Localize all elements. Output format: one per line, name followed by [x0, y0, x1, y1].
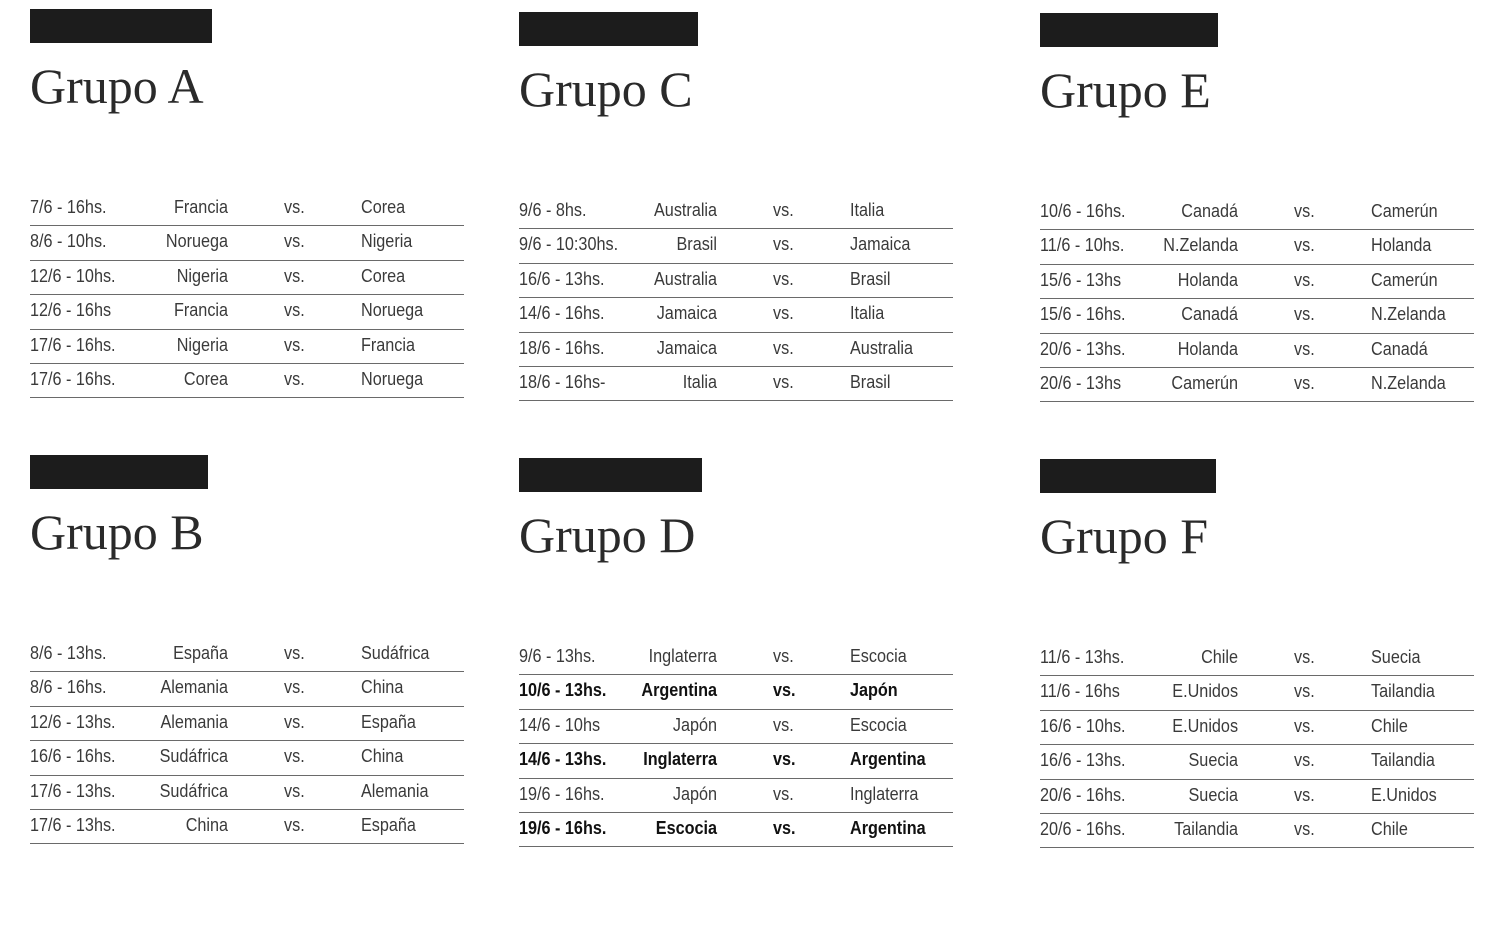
match-home-team: Chile [1201, 647, 1238, 667]
match-home-team: Italia [682, 371, 717, 392]
group-header-bar [30, 455, 208, 489]
match-home-team: Nigeria [176, 334, 228, 355]
match-vs: vs. [773, 234, 794, 255]
match-vs: vs. [773, 817, 796, 838]
match-away-team: Suecia [1371, 647, 1421, 667]
match-away-team: Brasil [850, 268, 891, 289]
match-row [1040, 299, 1474, 333]
match-away-team: Australia [850, 337, 914, 358]
match-date: 16/6 - 13hs. [519, 268, 605, 289]
match-vs: vs. [773, 303, 794, 324]
match-row [519, 264, 953, 298]
match-away-team: España [361, 711, 416, 732]
match-date: 18/6 - 16hs. [519, 337, 605, 358]
match-row [519, 333, 953, 367]
match-row [30, 226, 464, 260]
match-row [519, 195, 953, 229]
match-home-team: Nigeria [176, 265, 228, 286]
match-vs: vs. [1294, 269, 1315, 290]
match-away-team: Sudáfrica [361, 643, 430, 663]
match-row [1040, 642, 1474, 676]
match-date: 9/6 - 8hs. [519, 200, 587, 220]
match-date: 11/6 - 10hs. [1040, 235, 1125, 256]
match-home-team: Alemania [160, 677, 228, 698]
match-away-team: N.Zelanda [1371, 372, 1446, 393]
match-away-team: Argentina [850, 749, 926, 770]
match-away-team: Nigeria [361, 231, 413, 252]
match-vs: vs. [773, 371, 794, 392]
match-vs: vs. [284, 746, 305, 767]
match-vs: vs. [1294, 372, 1315, 393]
match-date: 20/6 - 13hs. [1040, 338, 1126, 359]
match-vs: vs. [1294, 715, 1315, 736]
match-home-team: Noruega [165, 231, 228, 252]
match-date: 14/6 - 13hs. [519, 749, 607, 770]
match-home-team: Jamaica [656, 303, 717, 324]
match-away-team: Tailandia [1371, 750, 1435, 771]
group-title: Grupo D [519, 507, 696, 563]
match-date: 19/6 - 16hs. [519, 783, 605, 804]
match-away-team: Alemania [361, 780, 429, 801]
match-home-team: Suecia [1188, 750, 1238, 771]
match-vs: vs. [284, 300, 305, 321]
match-table [30, 638, 464, 844]
match-row [519, 744, 953, 778]
match-date: 9/6 - 13hs. [519, 646, 596, 666]
match-away-team: Italia [850, 200, 885, 220]
match-row [1040, 334, 1474, 368]
match-away-team: E.Unidos [1371, 784, 1437, 805]
match-date: 16/6 - 16hs. [30, 746, 116, 767]
group-header-bar [1040, 459, 1216, 493]
group-title: Grupo A [30, 58, 204, 114]
match-away-team: Tailandia [1371, 681, 1435, 702]
match-vs: vs. [284, 197, 305, 217]
match-date: 16/6 - 10hs. [1040, 715, 1126, 736]
match-row [1040, 196, 1474, 230]
match-away-team: Brasil [850, 371, 891, 392]
match-row [519, 779, 953, 813]
match-date: 11/6 - 16hs [1040, 681, 1120, 702]
match-home-team: Jamaica [656, 337, 717, 358]
match-vs: vs. [1294, 818, 1315, 839]
match-row [519, 367, 953, 401]
match-away-team: Camerún [1371, 269, 1438, 290]
match-date: 20/6 - 13hs [1040, 372, 1122, 393]
match-home-team: Francia [173, 300, 228, 321]
group-header-bar [519, 12, 698, 46]
match-home-team: Canadá [1181, 201, 1238, 221]
match-table [1040, 642, 1474, 848]
match-home-team: Escocia [655, 817, 717, 838]
match-date: 18/6 - 16hs- [519, 371, 606, 392]
match-row [30, 638, 464, 672]
group-title: Grupo E [1040, 62, 1211, 118]
match-away-team: Francia [361, 334, 416, 355]
match-away-team: Argentina [850, 817, 926, 838]
match-vs: vs. [1294, 784, 1315, 805]
match-date: 20/6 - 16hs. [1040, 784, 1126, 805]
match-home-team: Inglaterra [648, 646, 717, 666]
match-row [1040, 368, 1474, 402]
match-row [1040, 780, 1474, 814]
match-vs: vs. [1294, 681, 1315, 702]
match-away-team: N.Zelanda [1371, 304, 1446, 325]
match-date: 17/6 - 13hs. [30, 780, 116, 801]
match-vs: vs. [1294, 750, 1315, 771]
match-away-team: Chile [1371, 715, 1408, 736]
match-table [1040, 196, 1474, 402]
match-vs: vs. [773, 200, 794, 220]
match-date: 14/6 - 10hs [519, 714, 601, 735]
match-vs: vs. [1294, 201, 1315, 221]
match-row [30, 741, 464, 775]
match-row [30, 364, 464, 398]
match-home-team: Argentina [641, 680, 717, 701]
match-home-team: Holanda [1177, 338, 1238, 359]
group-title: Grupo B [30, 504, 204, 560]
match-row [30, 810, 464, 844]
match-home-team: Tailandia [1174, 818, 1238, 839]
match-vs: vs. [284, 814, 305, 835]
match-table [30, 192, 464, 398]
match-date: 15/6 - 16hs. [1040, 304, 1126, 325]
match-vs: vs. [773, 337, 794, 358]
match-away-team: Inglaterra [850, 783, 919, 804]
match-vs: vs. [284, 231, 305, 252]
match-vs: vs. [1294, 235, 1315, 256]
match-date: 12/6 - 16hs [30, 300, 112, 321]
match-away-team: Noruega [361, 368, 424, 389]
match-row [519, 298, 953, 332]
match-table [519, 195, 953, 401]
match-away-team: Jamaica [850, 234, 911, 255]
match-home-team: Canadá [1181, 304, 1238, 325]
match-date: 17/6 - 13hs. [30, 814, 116, 835]
match-away-team: Canadá [1371, 338, 1428, 359]
match-date: 19/6 - 16hs. [519, 817, 607, 838]
match-date: 17/6 - 16hs. [30, 368, 116, 389]
match-home-team: Camerún [1171, 372, 1238, 393]
match-home-team: Francia [173, 197, 228, 217]
match-row [519, 675, 953, 709]
match-date: 11/6 - 13hs. [1040, 647, 1125, 667]
match-vs: vs. [284, 368, 305, 389]
match-home-team: Japón [672, 783, 717, 804]
match-away-team: Japón [850, 680, 898, 701]
match-date: 12/6 - 13hs. [30, 711, 116, 732]
match-vs: vs. [773, 680, 796, 701]
match-vs: vs. [773, 749, 796, 770]
match-row [519, 641, 953, 675]
match-home-team: Inglaterra [643, 749, 717, 770]
match-vs: vs. [284, 643, 305, 663]
match-date: 8/6 - 10hs. [30, 231, 107, 252]
match-home-team: Australia [653, 200, 717, 220]
match-row [1040, 676, 1474, 710]
match-away-team: China [361, 677, 404, 698]
match-vs: vs. [284, 780, 305, 801]
match-home-team: España [173, 643, 228, 663]
match-table [519, 641, 953, 847]
match-vs: vs. [1294, 338, 1315, 359]
match-row [30, 192, 464, 226]
match-row [519, 229, 953, 263]
match-vs: vs. [773, 783, 794, 804]
match-vs: vs. [773, 646, 794, 666]
match-away-team: Corea [361, 197, 406, 217]
match-vs: vs. [284, 334, 305, 355]
group-header-bar [519, 458, 702, 492]
match-vs: vs. [773, 714, 794, 735]
match-row [519, 813, 953, 847]
match-home-team: Sudáfrica [159, 746, 228, 767]
match-home-team: E.Unidos [1172, 681, 1238, 702]
match-away-team: Camerún [1371, 201, 1438, 221]
match-row [30, 261, 464, 295]
match-date: 10/6 - 13hs. [519, 680, 607, 701]
match-away-team: Corea [361, 265, 406, 286]
match-row [1040, 265, 1474, 299]
match-away-team: Escocia [850, 714, 907, 735]
match-date: 14/6 - 16hs. [519, 303, 605, 324]
match-home-team: Alemania [160, 711, 228, 732]
match-date: 16/6 - 13hs. [1040, 750, 1126, 771]
match-vs: vs. [284, 677, 305, 698]
match-date: 10/6 - 16hs. [1040, 201, 1126, 221]
match-row [1040, 814, 1474, 848]
group-title: Grupo F [1040, 508, 1209, 564]
match-home-team: E.Unidos [1172, 715, 1238, 736]
match-vs: vs. [1294, 304, 1315, 325]
match-away-team: China [361, 746, 404, 767]
match-home-team: Holanda [1177, 269, 1238, 290]
match-row [30, 295, 464, 329]
match-away-team: Escocia [850, 646, 907, 666]
match-home-team: Corea [183, 368, 228, 389]
match-row [1040, 230, 1474, 264]
match-home-team: Australia [653, 268, 717, 289]
match-away-team: Italia [850, 303, 885, 324]
match-vs: vs. [1294, 647, 1315, 667]
match-home-team: Brasil [676, 234, 717, 255]
match-date: 8/6 - 13hs. [30, 643, 107, 663]
match-row [1040, 745, 1474, 779]
match-date: 9/6 - 10:30hs. [519, 234, 619, 255]
match-home-team: N.Zelanda [1163, 235, 1238, 256]
match-away-team: Holanda [1371, 235, 1432, 256]
group-title: Grupo C [519, 61, 693, 117]
match-date: 20/6 - 16hs. [1040, 818, 1126, 839]
match-row [519, 710, 953, 744]
match-row [30, 776, 464, 810]
match-date: 17/6 - 16hs. [30, 334, 116, 355]
match-row [30, 672, 464, 706]
match-date: 12/6 - 10hs. [30, 265, 116, 286]
group-header-bar [1040, 13, 1218, 47]
match-home-team: Japón [672, 714, 717, 735]
match-row [30, 330, 464, 364]
match-away-team: España [361, 814, 416, 835]
match-home-team: Suecia [1188, 784, 1238, 805]
match-vs: vs. [773, 268, 794, 289]
match-date: 7/6 - 16hs. [30, 197, 107, 217]
match-away-team: Chile [1371, 818, 1408, 839]
match-away-team: Noruega [361, 300, 424, 321]
match-row [30, 707, 464, 741]
match-vs: vs. [284, 711, 305, 732]
match-date: 15/6 - 13hs [1040, 269, 1122, 290]
match-home-team: Sudáfrica [159, 780, 228, 801]
match-row [1040, 711, 1474, 745]
match-date: 8/6 - 16hs. [30, 677, 107, 698]
group-header-bar [30, 9, 212, 43]
match-home-team: China [185, 814, 228, 835]
match-vs: vs. [284, 265, 305, 286]
